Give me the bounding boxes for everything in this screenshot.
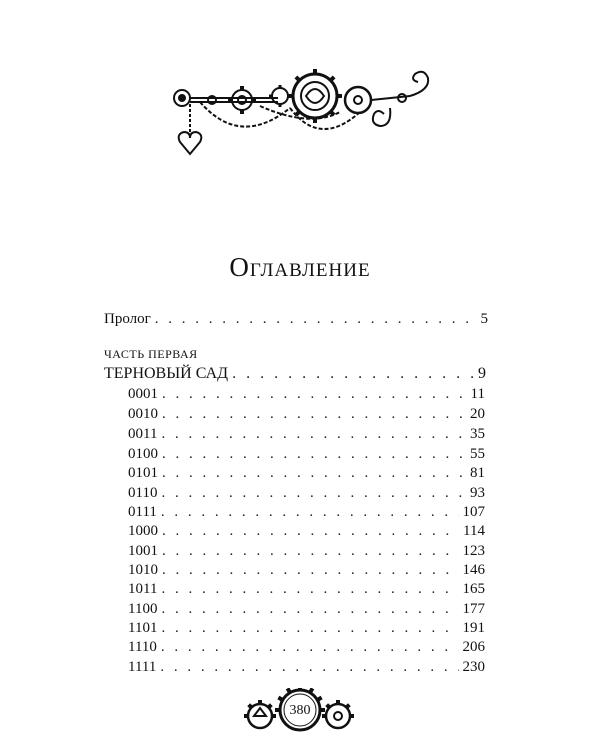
toc-entry-chapter[interactable] xyxy=(128,600,485,619)
toc-entry-label: 0100 xyxy=(128,446,158,462)
toc-entry-page: 230 xyxy=(462,659,485,675)
dot-leader xyxy=(162,385,467,404)
dot-leader xyxy=(161,600,458,619)
steampunk-ornament-icon xyxy=(160,68,440,164)
dot-leader xyxy=(162,464,466,483)
toc-entry-label: 0110 xyxy=(128,485,158,501)
toc-entry-chapter[interactable] xyxy=(128,580,485,599)
toc-entry-page: 146 xyxy=(462,562,485,578)
dot-leader xyxy=(232,364,474,383)
toc-entry-page: 20 xyxy=(470,406,485,422)
dot-leader xyxy=(161,638,459,657)
toc-entry-label: 1001 xyxy=(128,543,158,559)
toc-entry-page: 5 xyxy=(480,311,488,327)
dot-leader xyxy=(161,619,458,638)
dot-leader xyxy=(162,405,466,424)
toc-entry-label: 1110 xyxy=(128,639,157,655)
toc-entry-page: 165 xyxy=(462,581,485,597)
toc-entry-page: 9 xyxy=(478,365,486,382)
toc-entry-chapter[interactable] xyxy=(128,658,485,677)
dot-leader xyxy=(162,445,466,464)
toc-entry-label: 1101 xyxy=(128,620,158,636)
toc-entry-chapter[interactable] xyxy=(128,561,485,580)
toc-entry-page: 206 xyxy=(462,639,485,655)
dot-leader xyxy=(161,425,466,444)
toc-entry-page: 35 xyxy=(470,426,485,442)
page-number: 380 xyxy=(289,703,311,718)
toc-entry-label: 1100 xyxy=(128,601,158,617)
toc-entry-label: 0011 xyxy=(128,426,158,442)
toc-entry-chapter[interactable] xyxy=(128,464,485,483)
toc-entry-page: 123 xyxy=(462,543,485,559)
part-label: ЧАСТЬ ПЕРВАЯ xyxy=(104,347,198,361)
toc-entry-chapter[interactable] xyxy=(128,445,485,464)
dot-leader xyxy=(161,484,466,503)
toc-entry-chapter[interactable] xyxy=(128,503,485,522)
toc-entry-chapter[interactable] xyxy=(128,619,485,638)
toc-entry-label: 0010 xyxy=(128,406,158,422)
toc-entry-label: 1011 xyxy=(128,581,158,597)
toc-entry-page: 191 xyxy=(462,620,485,636)
dot-leader xyxy=(162,542,459,561)
toc-entry-prologue[interactable] xyxy=(104,310,488,329)
toc-entry-label: 1111 xyxy=(128,659,157,675)
toc-entry-label: 0101 xyxy=(128,465,158,481)
toc-entry-label: ТЕРНОВЫЙ САД xyxy=(104,365,229,382)
toc-entry-page: 107 xyxy=(462,504,485,520)
toc-entry-page: 55 xyxy=(470,446,485,462)
toc-entry-chapter[interactable] xyxy=(128,385,485,404)
toc-entry-chapter[interactable] xyxy=(128,522,485,541)
dot-leader xyxy=(160,658,458,677)
toc-entry-page: 177 xyxy=(462,601,485,617)
toc-entry-page: 11 xyxy=(470,386,485,402)
toc-entry-page: 81 xyxy=(470,465,485,481)
toc-entry-label: 1010 xyxy=(128,562,158,578)
toc-entry-chapter[interactable] xyxy=(128,405,485,424)
dot-leader xyxy=(155,310,477,329)
page-title: Оглавление xyxy=(229,252,371,282)
toc-entry-page: 93 xyxy=(470,485,485,501)
toc-entry-part-title[interactable] xyxy=(104,364,486,383)
toc-entry-label: Пролог xyxy=(104,311,151,327)
dot-leader xyxy=(162,522,459,541)
page-footer xyxy=(240,688,360,734)
toc-entry-chapter[interactable] xyxy=(128,425,485,444)
dot-leader xyxy=(161,503,459,522)
toc-entry-label: 0001 xyxy=(128,386,158,402)
toc-entry-label: 1000 xyxy=(128,523,158,539)
toc-entry-chapter[interactable] xyxy=(128,638,485,657)
toc-entry-page: 114 xyxy=(463,523,485,539)
toc-entry-chapter[interactable] xyxy=(128,484,485,503)
toc-entry-label: 0111 xyxy=(128,504,157,520)
dot-leader xyxy=(161,580,458,599)
toc-entry-chapter[interactable] xyxy=(128,542,485,561)
dot-leader xyxy=(162,561,459,580)
